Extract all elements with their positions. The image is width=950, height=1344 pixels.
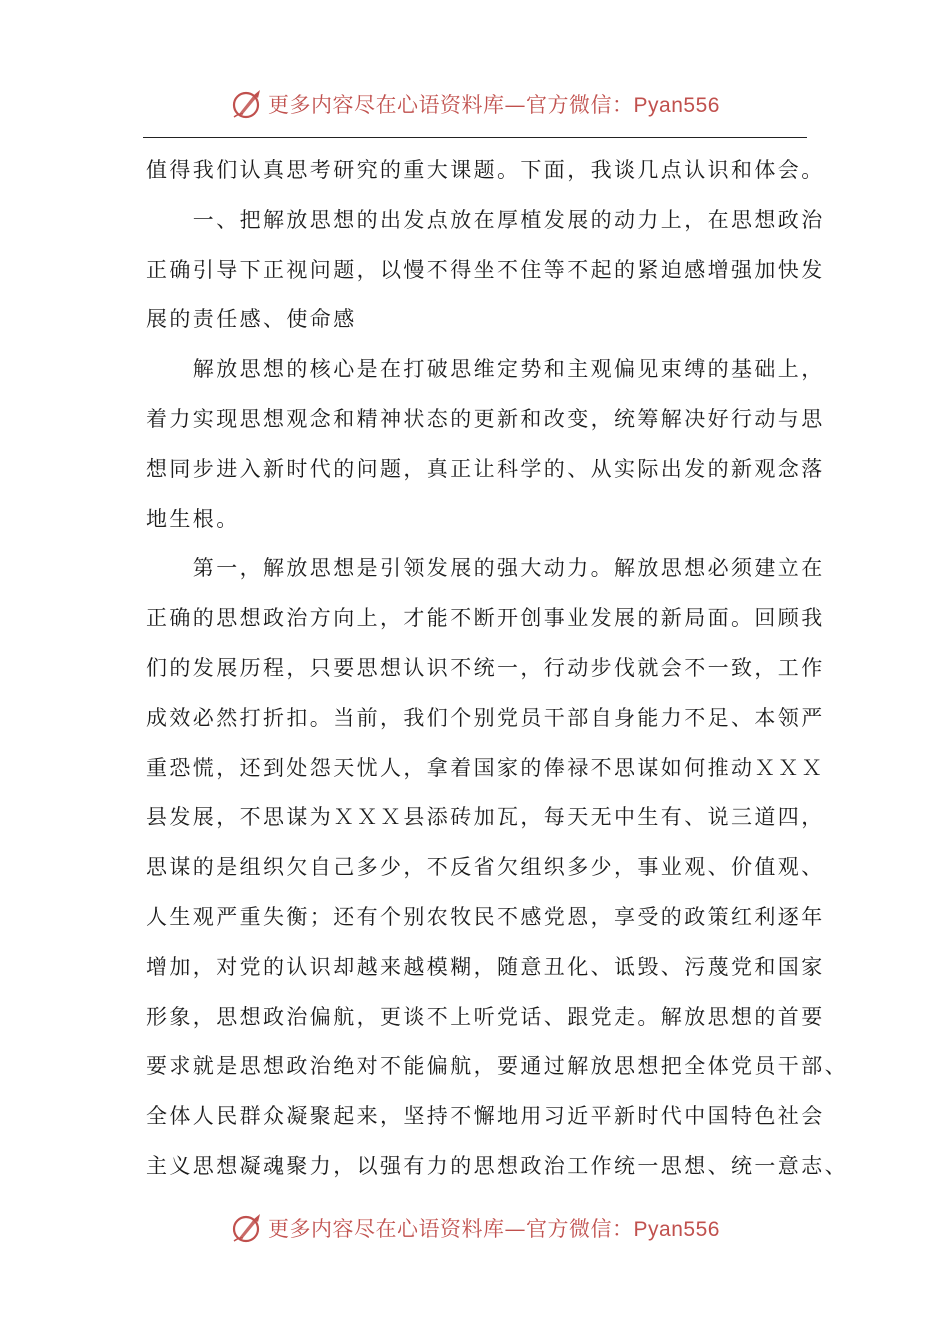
text-line: 思谋的是组织欠自己多少，不反省欠组织多少，事业观、价值观、 [146, 855, 825, 880]
text-line: 人生观严重失衡；还有个别农牧民不感党恩，享受的政策红利逐年 [146, 904, 825, 929]
footer-wechat-id: Pyan556 [633, 1218, 720, 1241]
footer-banner [0, 1208, 950, 1248]
document-body [146, 146, 848, 1192]
header-divider [143, 137, 807, 138]
footer-dash: — [504, 1217, 527, 1241]
text-line: 成效必然打折扣。当前，我们个别党员干部自身能力不足、本领严 [146, 705, 825, 730]
footer-site-text: 更多内容尽在心语资料库 [268, 1217, 505, 1241]
text-line: 第一，解放思想是引领发展的强大动力。解放思想必须建立在 [146, 556, 825, 581]
text-line: 解放思想的核心是在打破思维定势和主观偏见束缚的基础上， [146, 357, 825, 382]
text-line: 展的责任感、使命感 [146, 307, 357, 332]
text-line: 值得我们认真思考研究的重大课题。下面，我谈几点认识和体会。 [146, 158, 825, 182]
text-line: 形象，思想政治偏航，更谈不上听党话、跟党走。解放思想的首要 [146, 1004, 825, 1029]
text-line: 增加，对党的认识却越来越模糊，随意丑化、诋毁、污蔑党和国家 [146, 954, 825, 979]
quill-pen-logo-icon [230, 1211, 264, 1245]
header-site-text: 更多内容尽在心语资料库 [268, 93, 505, 117]
text-line: 县发展，不思谋为ＸＸＸ县添砖加瓦，每天无中生有、说三道四， [146, 805, 825, 830]
header-banner-text [268, 89, 720, 119]
text-line: 要求就是思想政治绝对不能偏航，要通过解放思想把全体党员干部、 [146, 1054, 848, 1079]
text-line: 正确的思想政治方向上，才能不断开创事业发展的新局面。回顾我 [146, 606, 825, 631]
footer-wechat-label: 官方微信： [526, 1217, 634, 1241]
quill-pen-logo-icon [230, 87, 264, 121]
text-line: 着力实现思想观念和精神状态的更新和改变，统筹解决好行动与思 [146, 406, 825, 431]
header-dash: — [504, 93, 527, 117]
header-banner [0, 84, 950, 124]
text-line: 想同步进入新时代的问题，真正让科学的、从实际出发的新观念落 [146, 456, 825, 481]
footer-banner-text [268, 1213, 720, 1243]
text-line: 正确引导下正视问题，以慢不得坐不住等不起的紧迫感增强加快发 [146, 257, 825, 282]
text-line: 重恐慌，还到处怨天忧人，拿着国家的俸禄不思谋如何推动ＸＸＸ [146, 755, 825, 780]
text-line: 全体人民群众凝聚起来，坚持不懈地用习近平新时代中国特色社会 [146, 1104, 825, 1129]
header-wechat-label: 官方微信： [526, 93, 634, 117]
text-line: 主义思想凝魂聚力，以强有力的思想政治工作统一思想、统一意志、 [146, 1153, 848, 1178]
header-wechat-id: Pyan556 [633, 94, 720, 117]
text-line: 地生根。 [146, 506, 240, 531]
text-line: 们的发展历程，只要思想认识不统一，行动步伐就会不一致，工作 [146, 655, 825, 680]
text-line: 一、把解放思想的出发点放在厚植发展的动力上，在思想政治 [146, 207, 825, 232]
